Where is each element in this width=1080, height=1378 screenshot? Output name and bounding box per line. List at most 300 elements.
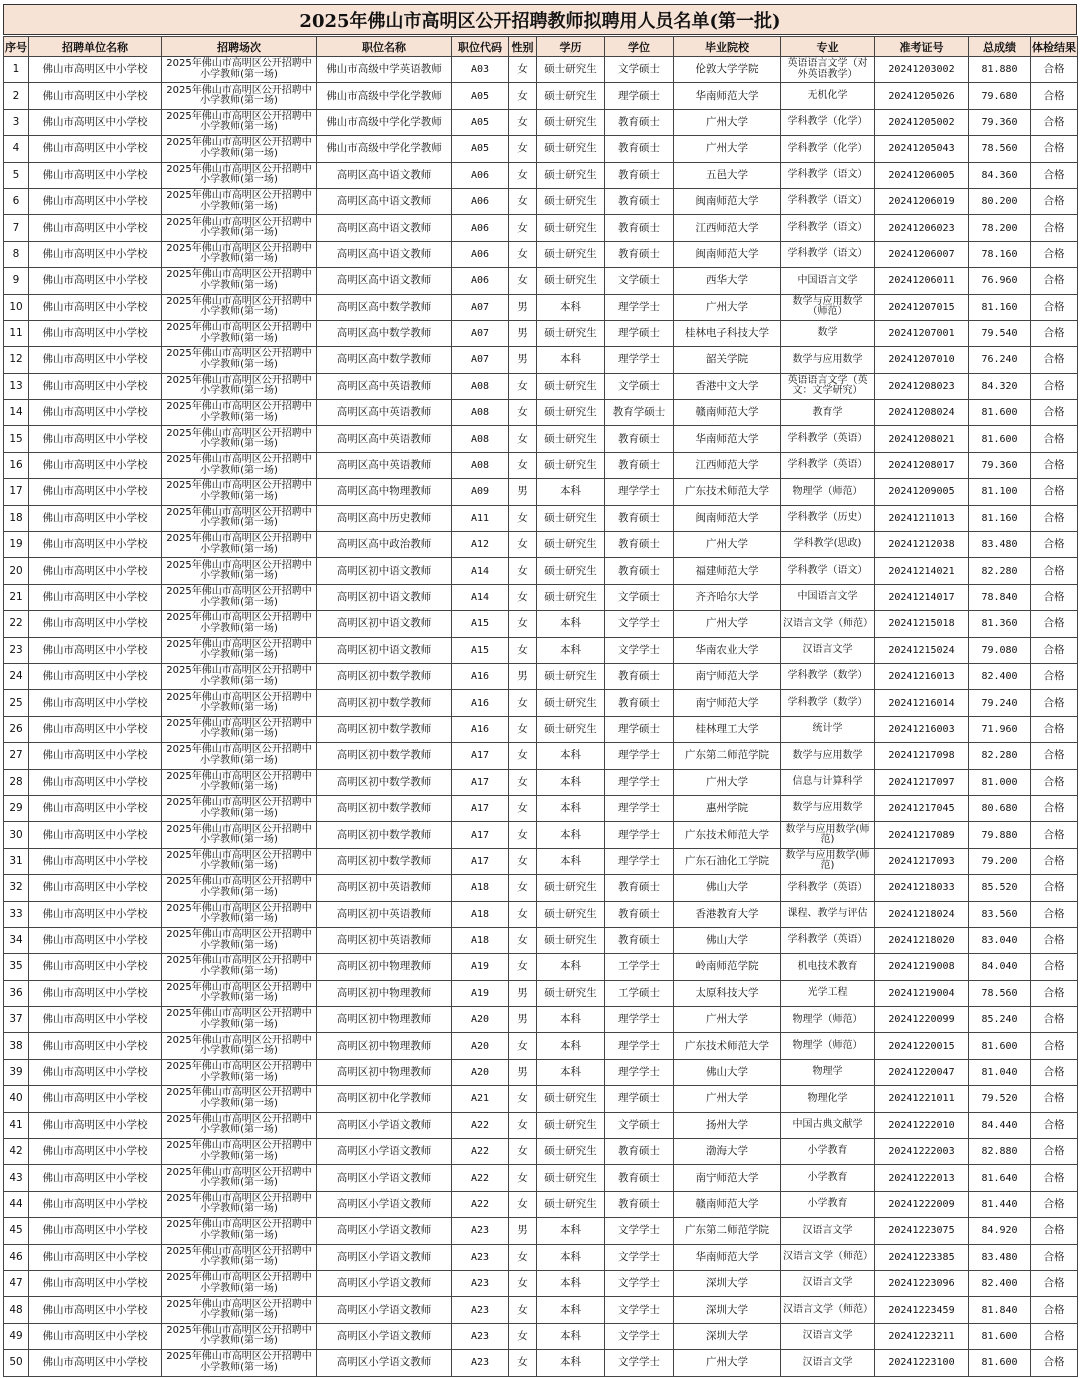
cell-code: A03 bbox=[452, 57, 509, 83]
cell-degree: 教育硕士 bbox=[605, 532, 674, 558]
cell-degree: 文学学士 bbox=[605, 1244, 674, 1270]
cell-position: 高明区小学语文教师 bbox=[317, 1165, 452, 1191]
cell-score: 83.480 bbox=[969, 532, 1031, 558]
cell-major: 汉语言文学 bbox=[781, 1218, 875, 1244]
cell-major: 物理学（师范） bbox=[781, 1033, 875, 1059]
cell-result: 合格 bbox=[1031, 1244, 1078, 1270]
cell-position: 佛山市高级中学英语教师 bbox=[317, 57, 452, 83]
cell-unit: 佛山市高明区中小学校 bbox=[29, 980, 162, 1006]
cell-score: 80.680 bbox=[969, 795, 1031, 821]
cell-result: 合格 bbox=[1031, 954, 1078, 980]
cell-degree: 教育硕士 bbox=[605, 875, 674, 901]
cell-major: 物理学（师范） bbox=[781, 1007, 875, 1033]
cell-education: 硕士研究生 bbox=[537, 980, 605, 1006]
cell-ticket: 20241205043 bbox=[875, 136, 969, 162]
cell-ticket: 20241206023 bbox=[875, 215, 969, 241]
cell-index: 43 bbox=[4, 1165, 29, 1191]
cell-school: 赣南师范大学 bbox=[674, 400, 781, 426]
cell-result: 合格 bbox=[1031, 1165, 1078, 1191]
cell-gender: 男 bbox=[509, 294, 537, 320]
cell-unit: 佛山市高明区中小学校 bbox=[29, 1297, 162, 1323]
cell-degree: 文学硕士 bbox=[605, 584, 674, 610]
cell-code: A17 bbox=[452, 822, 509, 848]
cell-code: A06 bbox=[452, 241, 509, 267]
cell-index: 5 bbox=[4, 162, 29, 188]
cell-gender: 女 bbox=[509, 505, 537, 531]
cell-unit: 佛山市高明区中小学校 bbox=[29, 1244, 162, 1270]
table-row bbox=[4, 1059, 1078, 1085]
cell-ticket: 20241214017 bbox=[875, 584, 969, 610]
cell-session: 2025年佛山市高明区公开招聘中小学教师(第一场) bbox=[162, 822, 317, 848]
cell-code: A16 bbox=[452, 690, 509, 716]
cell-code: A16 bbox=[452, 716, 509, 742]
cell-session: 2025年佛山市高明区公开招聘中小学教师(第一场) bbox=[162, 716, 317, 742]
cell-session: 2025年佛山市高明区公开招聘中小学教师(第一场) bbox=[162, 690, 317, 716]
cell-gender: 女 bbox=[509, 1350, 537, 1376]
table-row bbox=[4, 373, 1078, 399]
cell-school: 广东技术师范大学 bbox=[674, 1033, 781, 1059]
cell-unit: 佛山市高明区中小学校 bbox=[29, 400, 162, 426]
cell-score: 79.080 bbox=[969, 637, 1031, 663]
table-row bbox=[4, 927, 1078, 953]
col-header-code: 职位代码 bbox=[452, 37, 509, 57]
table-row bbox=[4, 1033, 1078, 1059]
cell-major: 英语语言文学（英文：文学研究） bbox=[781, 373, 875, 399]
cell-session: 2025年佛山市高明区公开招聘中小学教师(第一场) bbox=[162, 162, 317, 188]
cell-index: 32 bbox=[4, 875, 29, 901]
cell-major: 汉语言文学 bbox=[781, 637, 875, 663]
cell-result: 合格 bbox=[1031, 241, 1078, 267]
cell-result: 合格 bbox=[1031, 584, 1078, 610]
cell-degree: 工学硕士 bbox=[605, 980, 674, 1006]
cell-result: 合格 bbox=[1031, 452, 1078, 478]
cell-index: 13 bbox=[4, 373, 29, 399]
cell-ticket: 20241223100 bbox=[875, 1350, 969, 1376]
table-row bbox=[4, 400, 1078, 426]
cell-index: 38 bbox=[4, 1033, 29, 1059]
cell-unit: 佛山市高明区中小学校 bbox=[29, 57, 162, 83]
cell-index: 10 bbox=[4, 294, 29, 320]
table-row bbox=[4, 532, 1078, 558]
table-row bbox=[4, 980, 1078, 1006]
cell-major: 汉语言文学 bbox=[781, 1323, 875, 1349]
cell-result: 合格 bbox=[1031, 347, 1078, 373]
cell-school: 扬州大学 bbox=[674, 1112, 781, 1138]
cell-major: 学科教学（语文） bbox=[781, 241, 875, 267]
cell-degree: 理学学士 bbox=[605, 1007, 674, 1033]
cell-result: 合格 bbox=[1031, 743, 1078, 769]
cell-ticket: 20241220015 bbox=[875, 1033, 969, 1059]
cell-session: 2025年佛山市高明区公开招聘中小学教师(第一场) bbox=[162, 320, 317, 346]
cell-gender: 女 bbox=[509, 743, 537, 769]
cell-gender: 女 bbox=[509, 188, 537, 214]
cell-index: 6 bbox=[4, 188, 29, 214]
cell-education: 本科 bbox=[537, 954, 605, 980]
cell-code: A23 bbox=[452, 1270, 509, 1296]
cell-score: 81.160 bbox=[969, 294, 1031, 320]
table-row bbox=[4, 1323, 1078, 1349]
cell-code: A12 bbox=[452, 532, 509, 558]
cell-score: 78.560 bbox=[969, 136, 1031, 162]
cell-degree: 理学学士 bbox=[605, 822, 674, 848]
cell-index: 16 bbox=[4, 452, 29, 478]
cell-result: 合格 bbox=[1031, 637, 1078, 663]
cell-school: 岭南师范学院 bbox=[674, 954, 781, 980]
cell-position: 高明区小学语文教师 bbox=[317, 1139, 452, 1165]
cell-position: 高明区小学语文教师 bbox=[317, 1297, 452, 1323]
cell-ticket: 20241220099 bbox=[875, 1007, 969, 1033]
cell-degree: 教育硕士 bbox=[605, 927, 674, 953]
cell-result: 合格 bbox=[1031, 1218, 1078, 1244]
cell-code: A21 bbox=[452, 1086, 509, 1112]
hiring-table bbox=[3, 36, 1078, 1377]
cell-education: 本科 bbox=[537, 1270, 605, 1296]
table-row bbox=[4, 1270, 1078, 1296]
cell-degree: 教育硕士 bbox=[605, 663, 674, 689]
cell-school: 广州大学 bbox=[674, 1086, 781, 1112]
cell-ticket: 20241216003 bbox=[875, 716, 969, 742]
cell-score: 81.160 bbox=[969, 505, 1031, 531]
cell-session: 2025年佛山市高明区公开招聘中小学教师(第一场) bbox=[162, 57, 317, 83]
cell-result: 合格 bbox=[1031, 611, 1078, 637]
cell-session: 2025年佛山市高明区公开招聘中小学教师(第一场) bbox=[162, 954, 317, 980]
cell-code: A18 bbox=[452, 927, 509, 953]
cell-major: 汉语言文学（师范） bbox=[781, 1297, 875, 1323]
cell-unit: 佛山市高明区中小学校 bbox=[29, 532, 162, 558]
cell-score: 81.600 bbox=[969, 400, 1031, 426]
cell-education: 硕士研究生 bbox=[537, 162, 605, 188]
cell-gender: 女 bbox=[509, 901, 537, 927]
cell-result: 合格 bbox=[1031, 848, 1078, 874]
cell-ticket: 20241208024 bbox=[875, 400, 969, 426]
cell-education: 本科 bbox=[537, 769, 605, 795]
table-row bbox=[4, 136, 1078, 162]
cell-gender: 女 bbox=[509, 57, 537, 83]
cell-code: A08 bbox=[452, 373, 509, 399]
cell-session: 2025年佛山市高明区公开招聘中小学教师(第一场) bbox=[162, 611, 317, 637]
cell-index: 4 bbox=[4, 136, 29, 162]
cell-result: 合格 bbox=[1031, 57, 1078, 83]
cell-position: 高明区高中英语教师 bbox=[317, 400, 452, 426]
cell-degree: 教育硕士 bbox=[605, 1139, 674, 1165]
cell-position: 高明区初中数学教师 bbox=[317, 795, 452, 821]
cell-code: A08 bbox=[452, 426, 509, 452]
table-row bbox=[4, 663, 1078, 689]
cell-score: 78.160 bbox=[969, 241, 1031, 267]
cell-position: 高明区小学语文教师 bbox=[317, 1270, 452, 1296]
table-row bbox=[4, 743, 1078, 769]
cell-school: 广东技术师范大学 bbox=[674, 479, 781, 505]
cell-degree: 教育硕士 bbox=[605, 426, 674, 452]
cell-gender: 女 bbox=[509, 1112, 537, 1138]
cell-ticket: 20241207001 bbox=[875, 320, 969, 346]
cell-position: 高明区初中物理教师 bbox=[317, 954, 452, 980]
col-header-ticket: 准考证号 bbox=[875, 37, 969, 57]
cell-degree: 教育硕士 bbox=[605, 241, 674, 267]
cell-score: 81.600 bbox=[969, 426, 1031, 452]
cell-unit: 佛山市高明区中小学校 bbox=[29, 1007, 162, 1033]
cell-unit: 佛山市高明区中小学校 bbox=[29, 505, 162, 531]
cell-score: 82.280 bbox=[969, 743, 1031, 769]
cell-result: 合格 bbox=[1031, 1139, 1078, 1165]
cell-major: 学科教学（语文） bbox=[781, 162, 875, 188]
cell-score: 84.440 bbox=[969, 1112, 1031, 1138]
table-row bbox=[4, 57, 1078, 83]
cell-gender: 女 bbox=[509, 162, 537, 188]
cell-result: 合格 bbox=[1031, 901, 1078, 927]
cell-education: 本科 bbox=[537, 1007, 605, 1033]
cell-code: A20 bbox=[452, 1033, 509, 1059]
cell-degree: 文学硕士 bbox=[605, 57, 674, 83]
table-row bbox=[4, 558, 1078, 584]
cell-index: 19 bbox=[4, 532, 29, 558]
cell-score: 82.400 bbox=[969, 1270, 1031, 1296]
cell-score: 84.320 bbox=[969, 373, 1031, 399]
cell-index: 2 bbox=[4, 83, 29, 109]
cell-unit: 佛山市高明区中小学校 bbox=[29, 1191, 162, 1217]
cell-gender: 女 bbox=[509, 875, 537, 901]
cell-index: 27 bbox=[4, 743, 29, 769]
table-row bbox=[4, 505, 1078, 531]
cell-school: 佛山大学 bbox=[674, 1059, 781, 1085]
col-header-session: 招聘场次 bbox=[162, 37, 317, 57]
cell-index: 7 bbox=[4, 215, 29, 241]
cell-ticket: 20241219008 bbox=[875, 954, 969, 980]
cell-position: 佛山市高级中学化学教师 bbox=[317, 83, 452, 109]
cell-score: 78.560 bbox=[969, 980, 1031, 1006]
cell-index: 35 bbox=[4, 954, 29, 980]
cell-education: 本科 bbox=[537, 637, 605, 663]
cell-session: 2025年佛山市高明区公开招聘中小学教师(第一场) bbox=[162, 532, 317, 558]
page-title: 2025年佛山市高明区公开招聘教师拟聘用人员名单(第一批) bbox=[3, 4, 1077, 35]
cell-gender: 男 bbox=[509, 663, 537, 689]
cell-session: 2025年佛山市高明区公开招聘中小学教师(第一场) bbox=[162, 1059, 317, 1085]
cell-major: 课程、教学与评估 bbox=[781, 901, 875, 927]
table-row bbox=[4, 1165, 1078, 1191]
cell-index: 29 bbox=[4, 795, 29, 821]
cell-index: 21 bbox=[4, 584, 29, 610]
cell-index: 28 bbox=[4, 769, 29, 795]
cell-score: 83.560 bbox=[969, 901, 1031, 927]
cell-gender: 女 bbox=[509, 136, 537, 162]
cell-session: 2025年佛山市高明区公开招聘中小学教师(第一场) bbox=[162, 1191, 317, 1217]
cell-gender: 女 bbox=[509, 1270, 537, 1296]
cell-result: 合格 bbox=[1031, 1112, 1078, 1138]
cell-code: A18 bbox=[452, 901, 509, 927]
cell-position: 高明区高中语文教师 bbox=[317, 268, 452, 294]
cell-school: 渤海大学 bbox=[674, 1139, 781, 1165]
cell-school: 齐齐哈尔大学 bbox=[674, 584, 781, 610]
cell-code: A14 bbox=[452, 558, 509, 584]
cell-major: 小学教育 bbox=[781, 1139, 875, 1165]
cell-session: 2025年佛山市高明区公开招聘中小学教师(第一场) bbox=[162, 743, 317, 769]
cell-unit: 佛山市高明区中小学校 bbox=[29, 320, 162, 346]
cell-position: 高明区初中语文教师 bbox=[317, 611, 452, 637]
cell-school: 深圳大学 bbox=[674, 1323, 781, 1349]
cell-position: 高明区高中英语教师 bbox=[317, 452, 452, 478]
cell-ticket: 20241205026 bbox=[875, 83, 969, 109]
cell-result: 合格 bbox=[1031, 320, 1078, 346]
cell-unit: 佛山市高明区中小学校 bbox=[29, 822, 162, 848]
cell-code: A16 bbox=[452, 663, 509, 689]
cell-index: 15 bbox=[4, 426, 29, 452]
cell-education: 本科 bbox=[537, 347, 605, 373]
cell-education: 硕士研究生 bbox=[537, 215, 605, 241]
cell-school: 广东第二师范学院 bbox=[674, 743, 781, 769]
cell-ticket: 20241206019 bbox=[875, 188, 969, 214]
cell-index: 37 bbox=[4, 1007, 29, 1033]
cell-education: 硕士研究生 bbox=[537, 1191, 605, 1217]
cell-code: A15 bbox=[452, 637, 509, 663]
cell-school: 广东技术师范大学 bbox=[674, 822, 781, 848]
cell-unit: 佛山市高明区中小学校 bbox=[29, 716, 162, 742]
cell-gender: 女 bbox=[509, 452, 537, 478]
cell-major: 学科教学（语文） bbox=[781, 558, 875, 584]
cell-session: 2025年佛山市高明区公开招聘中小学教师(第一场) bbox=[162, 980, 317, 1006]
cell-ticket: 20241217093 bbox=[875, 848, 969, 874]
cell-degree: 教育硕士 bbox=[605, 558, 674, 584]
cell-ticket: 20241223385 bbox=[875, 1244, 969, 1270]
cell-result: 合格 bbox=[1031, 505, 1078, 531]
cell-position: 高明区初中数学教师 bbox=[317, 663, 452, 689]
cell-education: 硕士研究生 bbox=[537, 663, 605, 689]
cell-unit: 佛山市高明区中小学校 bbox=[29, 347, 162, 373]
cell-school: 桂林电子科技大学 bbox=[674, 320, 781, 346]
cell-gender: 女 bbox=[509, 769, 537, 795]
cell-major: 学科教学（历史） bbox=[781, 505, 875, 531]
table-row bbox=[4, 188, 1078, 214]
cell-degree: 理学学士 bbox=[605, 479, 674, 505]
cell-session: 2025年佛山市高明区公开招聘中小学教师(第一场) bbox=[162, 1139, 317, 1165]
table-row bbox=[4, 1350, 1078, 1376]
cell-position: 高明区高中语文教师 bbox=[317, 162, 452, 188]
cell-position: 高明区高中物理教师 bbox=[317, 479, 452, 505]
col-header-major: 专业 bbox=[781, 37, 875, 57]
cell-session: 2025年佛山市高明区公开招聘中小学教师(第一场) bbox=[162, 584, 317, 610]
cell-gender: 女 bbox=[509, 795, 537, 821]
cell-major: 学科教学（化学） bbox=[781, 136, 875, 162]
cell-score: 82.880 bbox=[969, 1139, 1031, 1165]
cell-index: 36 bbox=[4, 980, 29, 1006]
cell-code: A06 bbox=[452, 215, 509, 241]
cell-position: 高明区高中数学教师 bbox=[317, 320, 452, 346]
cell-education: 硕士研究生 bbox=[537, 373, 605, 399]
cell-major: 汉语言文学（师范） bbox=[781, 611, 875, 637]
cell-degree: 文学学士 bbox=[605, 1323, 674, 1349]
cell-code: A05 bbox=[452, 136, 509, 162]
cell-unit: 佛山市高明区中小学校 bbox=[29, 901, 162, 927]
cell-gender: 女 bbox=[509, 1323, 537, 1349]
cell-code: A19 bbox=[452, 980, 509, 1006]
cell-position: 高明区初中物理教师 bbox=[317, 1033, 452, 1059]
cell-ticket: 20241222009 bbox=[875, 1191, 969, 1217]
cell-score: 83.040 bbox=[969, 927, 1031, 953]
cell-gender: 女 bbox=[509, 637, 537, 663]
cell-position: 佛山市高级中学化学教师 bbox=[317, 136, 452, 162]
cell-ticket: 20241217089 bbox=[875, 822, 969, 848]
cell-unit: 佛山市高明区中小学校 bbox=[29, 1033, 162, 1059]
col-header-unit: 招聘单位名称 bbox=[29, 37, 162, 57]
cell-gender: 女 bbox=[509, 83, 537, 109]
cell-session: 2025年佛山市高明区公开招聘中小学教师(第一场) bbox=[162, 452, 317, 478]
cell-school: 华南师范大学 bbox=[674, 426, 781, 452]
cell-education: 本科 bbox=[537, 795, 605, 821]
cell-unit: 佛山市高明区中小学校 bbox=[29, 83, 162, 109]
cell-index: 46 bbox=[4, 1244, 29, 1270]
cell-gender: 女 bbox=[509, 690, 537, 716]
table-row bbox=[4, 109, 1078, 135]
cell-position: 高明区高中数学教师 bbox=[317, 347, 452, 373]
table-row bbox=[4, 875, 1078, 901]
cell-index: 12 bbox=[4, 347, 29, 373]
cell-index: 33 bbox=[4, 901, 29, 927]
cell-score: 79.680 bbox=[969, 83, 1031, 109]
cell-school: 广州大学 bbox=[674, 1007, 781, 1033]
cell-education: 硕士研究生 bbox=[537, 426, 605, 452]
cell-code: A23 bbox=[452, 1244, 509, 1270]
cell-unit: 佛山市高明区中小学校 bbox=[29, 584, 162, 610]
cell-score: 71.960 bbox=[969, 716, 1031, 742]
cell-position: 高明区小学语文教师 bbox=[317, 1112, 452, 1138]
cell-unit: 佛山市高明区中小学校 bbox=[29, 1086, 162, 1112]
cell-degree: 理学学士 bbox=[605, 848, 674, 874]
cell-score: 81.840 bbox=[969, 1297, 1031, 1323]
cell-score: 82.400 bbox=[969, 663, 1031, 689]
cell-education: 硕士研究生 bbox=[537, 505, 605, 531]
cell-position: 高明区初中语文教师 bbox=[317, 584, 452, 610]
cell-major: 学科教学（数学） bbox=[781, 663, 875, 689]
cell-degree: 教育硕士 bbox=[605, 1165, 674, 1191]
cell-code: A15 bbox=[452, 611, 509, 637]
cell-degree: 教育硕士 bbox=[605, 136, 674, 162]
cell-school: 香港教育大学 bbox=[674, 901, 781, 927]
cell-position: 高明区高中数学教师 bbox=[317, 294, 452, 320]
cell-ticket: 20241223075 bbox=[875, 1218, 969, 1244]
cell-index: 3 bbox=[4, 109, 29, 135]
cell-code: A20 bbox=[452, 1059, 509, 1085]
cell-school: 赣南师范大学 bbox=[674, 1191, 781, 1217]
cell-result: 合格 bbox=[1031, 716, 1078, 742]
cell-index: 40 bbox=[4, 1086, 29, 1112]
cell-session: 2025年佛山市高明区公开招聘中小学教师(第一场) bbox=[162, 848, 317, 874]
cell-score: 81.000 bbox=[969, 769, 1031, 795]
cell-education: 本科 bbox=[537, 1323, 605, 1349]
cell-score: 81.640 bbox=[969, 1165, 1031, 1191]
table-row bbox=[4, 1139, 1078, 1165]
cell-index: 9 bbox=[4, 268, 29, 294]
cell-position: 高明区初中物理教师 bbox=[317, 1007, 452, 1033]
cell-major: 物理学（师范） bbox=[781, 479, 875, 505]
cell-education: 硕士研究生 bbox=[537, 452, 605, 478]
cell-ticket: 20241206011 bbox=[875, 268, 969, 294]
cell-position: 高明区初中英语教师 bbox=[317, 927, 452, 953]
cell-degree: 教育硕士 bbox=[605, 162, 674, 188]
cell-school: 南宁师范大学 bbox=[674, 663, 781, 689]
col-header-degree: 学位 bbox=[605, 37, 674, 57]
cell-education: 本科 bbox=[537, 1350, 605, 1376]
cell-education: 硕士研究生 bbox=[537, 1139, 605, 1165]
cell-position: 高明区初中英语教师 bbox=[317, 875, 452, 901]
cell-position: 高明区初中英语教师 bbox=[317, 901, 452, 927]
table-row bbox=[4, 268, 1078, 294]
cell-education: 硕士研究生 bbox=[537, 716, 605, 742]
cell-index: 47 bbox=[4, 1270, 29, 1296]
cell-position: 高明区初中化学教师 bbox=[317, 1086, 452, 1112]
cell-education: 硕士研究生 bbox=[537, 1086, 605, 1112]
table-row bbox=[4, 294, 1078, 320]
cell-session: 2025年佛山市高明区公开招聘中小学教师(第一场) bbox=[162, 1218, 317, 1244]
cell-education: 本科 bbox=[537, 1218, 605, 1244]
